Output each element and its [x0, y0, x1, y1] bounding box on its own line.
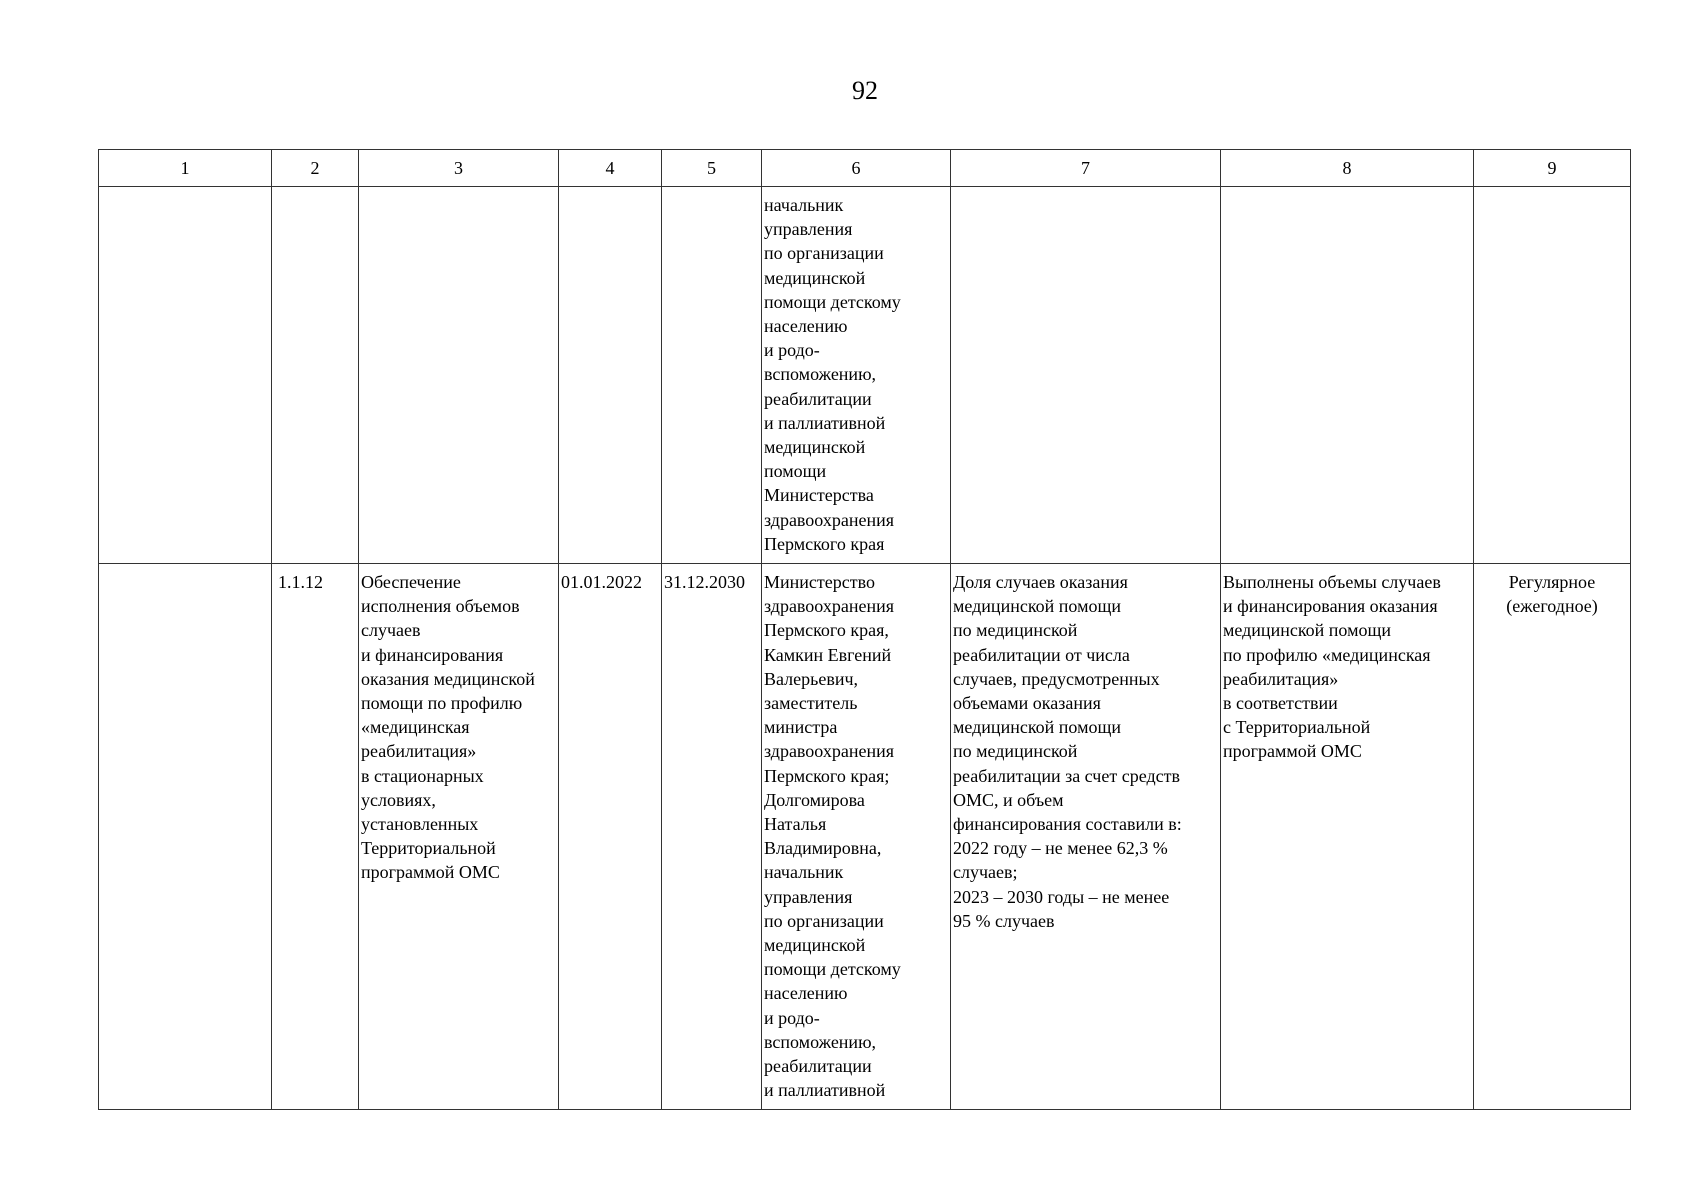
- result-text: Выполнены объемы случаев и финансирования оказания медицинской помощи по профилю «медицинская реабилитация» в соответствии с Территориальной программой ОМС: [1223, 572, 1441, 762]
- column-header: 5: [662, 150, 762, 187]
- table-cell: [951, 564, 1221, 1110]
- item-number: 1.1.12: [278, 572, 323, 592]
- responsible-text: Министерство здравоохранения Пермского края, Камкин Евгений Валерьевич, заместитель министра здравоохранения Пермского края; Долгомирова Наталья Владимировна, начальник управления по организации медицинской помощи детскому населению и родо- вспоможению, реабилитации и паллиативной: [764, 572, 901, 1101]
- measures-table: [98, 149, 1631, 1110]
- table-cell: [662, 564, 762, 1110]
- table-cell: [762, 187, 951, 564]
- table-cell: [662, 187, 762, 564]
- table-cell: [99, 187, 272, 564]
- periodicity-text: Регулярное (ежегодное): [1506, 572, 1598, 617]
- column-header: 8: [1221, 150, 1474, 187]
- cell-text: [1476, 187, 1628, 193]
- cell-text: [664, 187, 759, 193]
- responsible-text: начальник управления по организации медицинской помощи детскому населению и родо- вспоможению, реабилитации и паллиативной медицинской помощи Министерства здравоохранения Пермского края: [764, 195, 901, 554]
- table-cell: [272, 564, 359, 1110]
- column-header: 6: [762, 150, 951, 187]
- table-cell: [559, 564, 662, 1110]
- cell-text: [101, 564, 269, 570]
- start-date: 01.01.2022: [561, 572, 642, 592]
- cell-text: [101, 187, 269, 193]
- column-header: 1: [99, 150, 272, 187]
- column-header: 2: [272, 150, 359, 187]
- table-row: [99, 187, 1631, 564]
- cell-text: [1223, 187, 1471, 193]
- table-cell: [951, 187, 1221, 564]
- table-cell: [1221, 187, 1474, 564]
- table-cell: [1474, 187, 1631, 564]
- table-cell: [762, 564, 951, 1110]
- cell-text: [361, 187, 556, 193]
- table-cell: [359, 187, 559, 564]
- column-header: 3: [359, 150, 559, 187]
- table-cell: [1474, 564, 1631, 1110]
- table-cell: [272, 187, 359, 564]
- column-header: 4: [559, 150, 662, 187]
- page-number: 92: [852, 76, 878, 105]
- table-cell: [559, 187, 662, 564]
- header-row: [99, 150, 1631, 187]
- column-header: 9: [1474, 150, 1631, 187]
- table-cell: [1221, 564, 1474, 1110]
- measure-name: Обеспечение исполнения объемов случаев и финансирования оказания медицинской помощи по профилю «медицинская реабилитация» в стационарных условиях, установленных Территориальной программой ОМС: [361, 572, 535, 883]
- table-row: [99, 564, 1631, 1110]
- column-header: 7: [951, 150, 1221, 187]
- indicator-text: Доля случаев оказания медицинской помощи по медицинской реабилитации от числа случаев, предусмотренных объемами оказания медицинской помощи по медицинской реабилитации за счет средств ОМС, и объем финансирования составили в: 2022 году – не менее 62,3 % случаев; 2023 – 2030 годы – не менее 95 % случаев: [953, 572, 1182, 931]
- cell-text: [274, 187, 356, 193]
- table-cell: [359, 564, 559, 1110]
- cell-text: [561, 187, 659, 193]
- table-cell: [99, 564, 272, 1110]
- end-date: 31.12.2030: [664, 572, 745, 592]
- cell-text: [953, 187, 1218, 193]
